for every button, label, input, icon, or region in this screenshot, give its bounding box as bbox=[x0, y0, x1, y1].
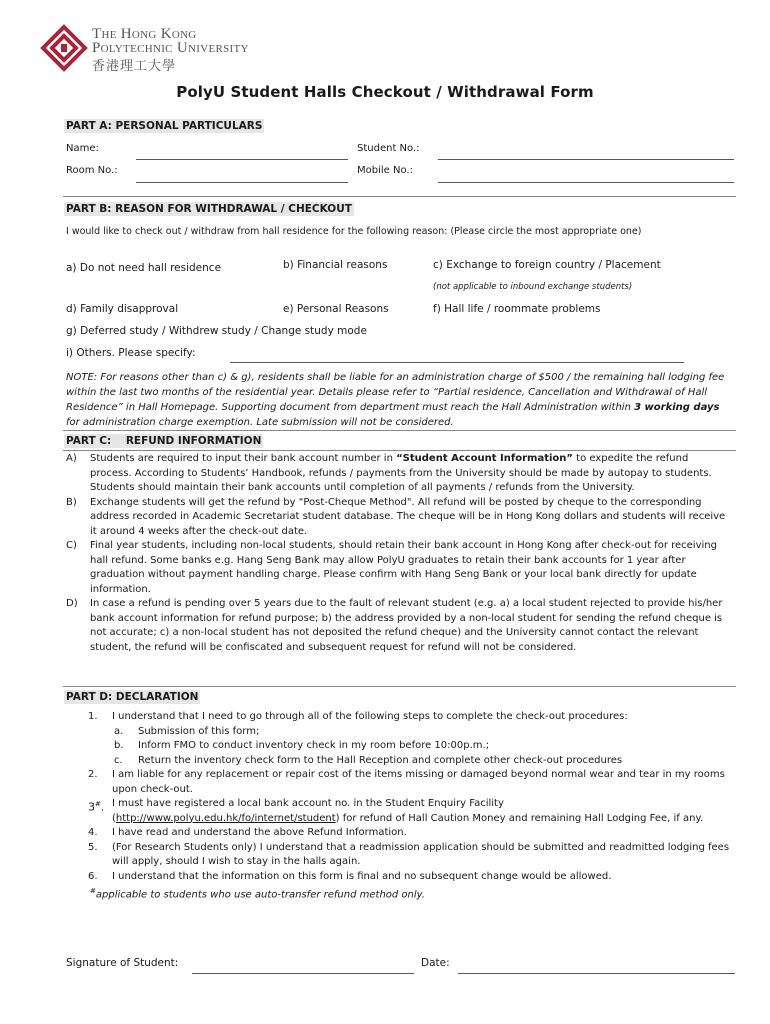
reason-option-g[interactable]: g) Deferred study / Withdrew study / Change study mode bbox=[66, 325, 367, 337]
logo-line-2: Polytechnic University bbox=[92, 40, 249, 56]
divider bbox=[63, 196, 736, 197]
declaration-item bbox=[66, 710, 730, 725]
declaration-marker: 2. bbox=[88, 769, 98, 780]
note-text: NOTE: For reasons other than c) & g), residents shall be liable for an administration charge of $500 / the remaining hall lodging fee within the last two months of the residential year. Details please refer to “Partial residence, Cancellation and Withdrawal of Hall Residence” in Hall Homepage. Supporting document from department must reach the Hall Administration within bbox=[66, 372, 725, 413]
declaration-marker-sup: # bbox=[95, 800, 101, 808]
declaration-text: I understand that the information on this form is final and no subsequent change would be allowed. bbox=[112, 870, 612, 882]
declaration-item bbox=[66, 826, 730, 841]
declaration-submarker: b. bbox=[114, 740, 124, 751]
university-logo bbox=[38, 24, 90, 72]
reason-option-a[interactable]: a) Do not need hall residence bbox=[66, 262, 222, 274]
refund-item-marker: D) bbox=[66, 598, 78, 609]
declaration-text: ) for refund of Hall Caution Money and remaining Hall Lodging Fee, if any. bbox=[335, 812, 704, 824]
note-text-end: for administration charge exemption. Late submission will not be considered. bbox=[66, 417, 454, 428]
date-label: Date: bbox=[421, 957, 450, 969]
refund-item-text: Final year students, including non-local students, should retain their bank account in Hong Kong after check-out for receiving hall refund. Some banks e.g. Hang Seng Bank may allow PolyU graduates to retain their bank accounts for 1 year after graduation without payment handling charge. Please confirm with Hang Seng Bank or your local bank directly for update information. bbox=[90, 540, 717, 595]
logo-line-3: 香港理工大學 bbox=[92, 58, 177, 73]
refund-item-text: In case a refund is pending over 5 years due to the fault of relevant student (e.g. a) a local student rejected to provide his/her bank account information for refund purpose; b) the address provided by a non-local student for sending the refund cheque is not accurate; c) a non-local student has not deposited the refund cheque) and the University cannot contact the relevant student, the refund will be confiscated and subsequent request for refund will not be considered. bbox=[90, 598, 723, 653]
refund-info-list bbox=[66, 452, 728, 655]
refund-item-text: Students are required to input their bank account number in bbox=[90, 453, 397, 464]
declaration-marker-number: 3 bbox=[88, 800, 95, 814]
refund-item-marker: B) bbox=[66, 496, 77, 508]
part-b-note bbox=[66, 370, 736, 430]
form-title: PolyU Student Halls Checkout / Withdrawal Form bbox=[176, 83, 594, 101]
declaration-text: (For Research Students only) I understand that a readmission application should be submitted and readmitted lodging fees will apply, should I wish to stay in the halls again. bbox=[112, 841, 730, 867]
footnote-text: applicable to students who use auto-transfer refund method only. bbox=[95, 889, 425, 901]
declaration-marker: 1. bbox=[88, 711, 98, 722]
date-field[interactable] bbox=[458, 973, 735, 974]
others-specify-field[interactable] bbox=[230, 362, 684, 363]
declaration-item bbox=[66, 841, 730, 870]
declaration-subitem bbox=[66, 725, 730, 740]
refund-item-text: to expedite the refund process. According to Students’ Handbook, refunds / payments from the University should be made by autopay to students. Students should maintain their bank accounts until completion of all payments / refunds from the University. bbox=[90, 453, 712, 493]
declaration-text: I am liable for any replacement or repair cost of the items missing or damaged beyond normal wear and tear in my rooms upon check-out. bbox=[112, 769, 725, 795]
footnote-sup: # bbox=[90, 887, 96, 895]
mobile-no-label: Mobile No.: bbox=[357, 165, 413, 176]
refund-item-marker: A) bbox=[66, 453, 77, 464]
refund-item-bold: “Student Account Information” bbox=[396, 453, 573, 464]
refund-item bbox=[66, 539, 728, 597]
declaration-subtext: Inform FMO to conduct inventory check in my room before 10:00p.m.; bbox=[138, 740, 490, 751]
logo-line-1: The Hong Kong bbox=[92, 26, 197, 42]
student-enquiry-link[interactable]: http://www.polyu.edu.hk/fo/internet/student bbox=[115, 812, 336, 824]
divider bbox=[63, 430, 736, 431]
part-c-heading: PART C: REFUND INFORMATION bbox=[66, 435, 262, 447]
part-b-heading: PART B: REASON FOR WITHDRAWAL / CHECKOUT bbox=[66, 203, 352, 215]
declaration-marker: 4. bbox=[88, 827, 98, 838]
declaration-subtext: Submission of this form; bbox=[138, 725, 260, 737]
declaration-item bbox=[66, 870, 730, 885]
declaration-submarker: c. bbox=[114, 754, 123, 766]
name-field[interactable] bbox=[136, 159, 348, 160]
declaration-subtext: Return the inventory check form to the Hall Reception and complete other check-out procedures bbox=[138, 754, 623, 766]
declaration-marker: 6. bbox=[88, 870, 98, 882]
reason-option-e[interactable]: e) Personal Reasons bbox=[283, 303, 389, 315]
signature-label: Signature of Student: bbox=[66, 957, 179, 969]
mobile-no-field[interactable] bbox=[438, 182, 734, 183]
declaration-list bbox=[66, 710, 730, 903]
part-b-intro: I would like to check out / withdraw from hall residence for the following reason: (Please circle the most appropriate one) bbox=[66, 226, 642, 237]
declaration-subitem bbox=[66, 739, 730, 754]
student-no-field[interactable] bbox=[438, 159, 734, 160]
reason-option-i[interactable]: i) Others. Please specify: bbox=[66, 347, 196, 359]
reason-option-d[interactable]: d) Family disapproval bbox=[66, 303, 179, 315]
declaration-submarker: a. bbox=[114, 725, 124, 737]
refund-item bbox=[66, 452, 728, 496]
reason-option-c[interactable]: c) Exchange to foreign country / Placement bbox=[433, 259, 661, 271]
declaration-marker bbox=[88, 797, 104, 816]
declaration-item bbox=[66, 768, 730, 797]
refund-item-text: Exchange students will get the refund by "Post-Cheque Method". All refund will be posted by cheque to the corresponding address recorded in Academic Secretariat student database. The cheque will be in Hong Kong dollars and students will receive it around 4 weeks after the check-out date. bbox=[90, 496, 726, 537]
part-d-heading: PART D: DECLARATION bbox=[66, 691, 199, 703]
divider bbox=[63, 450, 736, 451]
reason-option-c-note: (not applicable to inbound exchange students) bbox=[433, 282, 633, 292]
name-label: Name: bbox=[66, 143, 99, 154]
refund-item bbox=[66, 496, 728, 540]
reason-option-b[interactable]: b) Financial reasons bbox=[283, 259, 388, 271]
declaration-marker-dot: . bbox=[100, 802, 105, 814]
declaration-footnote bbox=[66, 884, 730, 903]
part-a-heading: PART A: PERSONAL PARTICULARS bbox=[66, 120, 263, 132]
declaration-item bbox=[66, 797, 730, 826]
refund-item-marker: C) bbox=[66, 540, 77, 551]
divider bbox=[63, 686, 736, 687]
declaration-marker: 5. bbox=[88, 841, 98, 853]
refund-item bbox=[66, 597, 728, 655]
declaration-text: I must have registered a local bank account no. in the Student Enquiry Facility ( bbox=[112, 798, 504, 824]
student-no-label: Student No.: bbox=[357, 143, 420, 154]
reason-option-f[interactable]: f) Hall life / roommate problems bbox=[433, 303, 601, 315]
room-no-field[interactable] bbox=[136, 182, 348, 183]
declaration-subitem bbox=[66, 754, 730, 769]
polyu-emblem-icon bbox=[38, 24, 90, 72]
signature-field[interactable] bbox=[192, 973, 414, 974]
declaration-text: I understand that I need to go through all of the following steps to complete the check-out procedures: bbox=[112, 711, 628, 722]
note-bold: 3 working days bbox=[634, 402, 720, 413]
room-no-label: Room No.: bbox=[66, 165, 118, 176]
declaration-text: I have read and understand the above Refund Information. bbox=[112, 827, 407, 838]
